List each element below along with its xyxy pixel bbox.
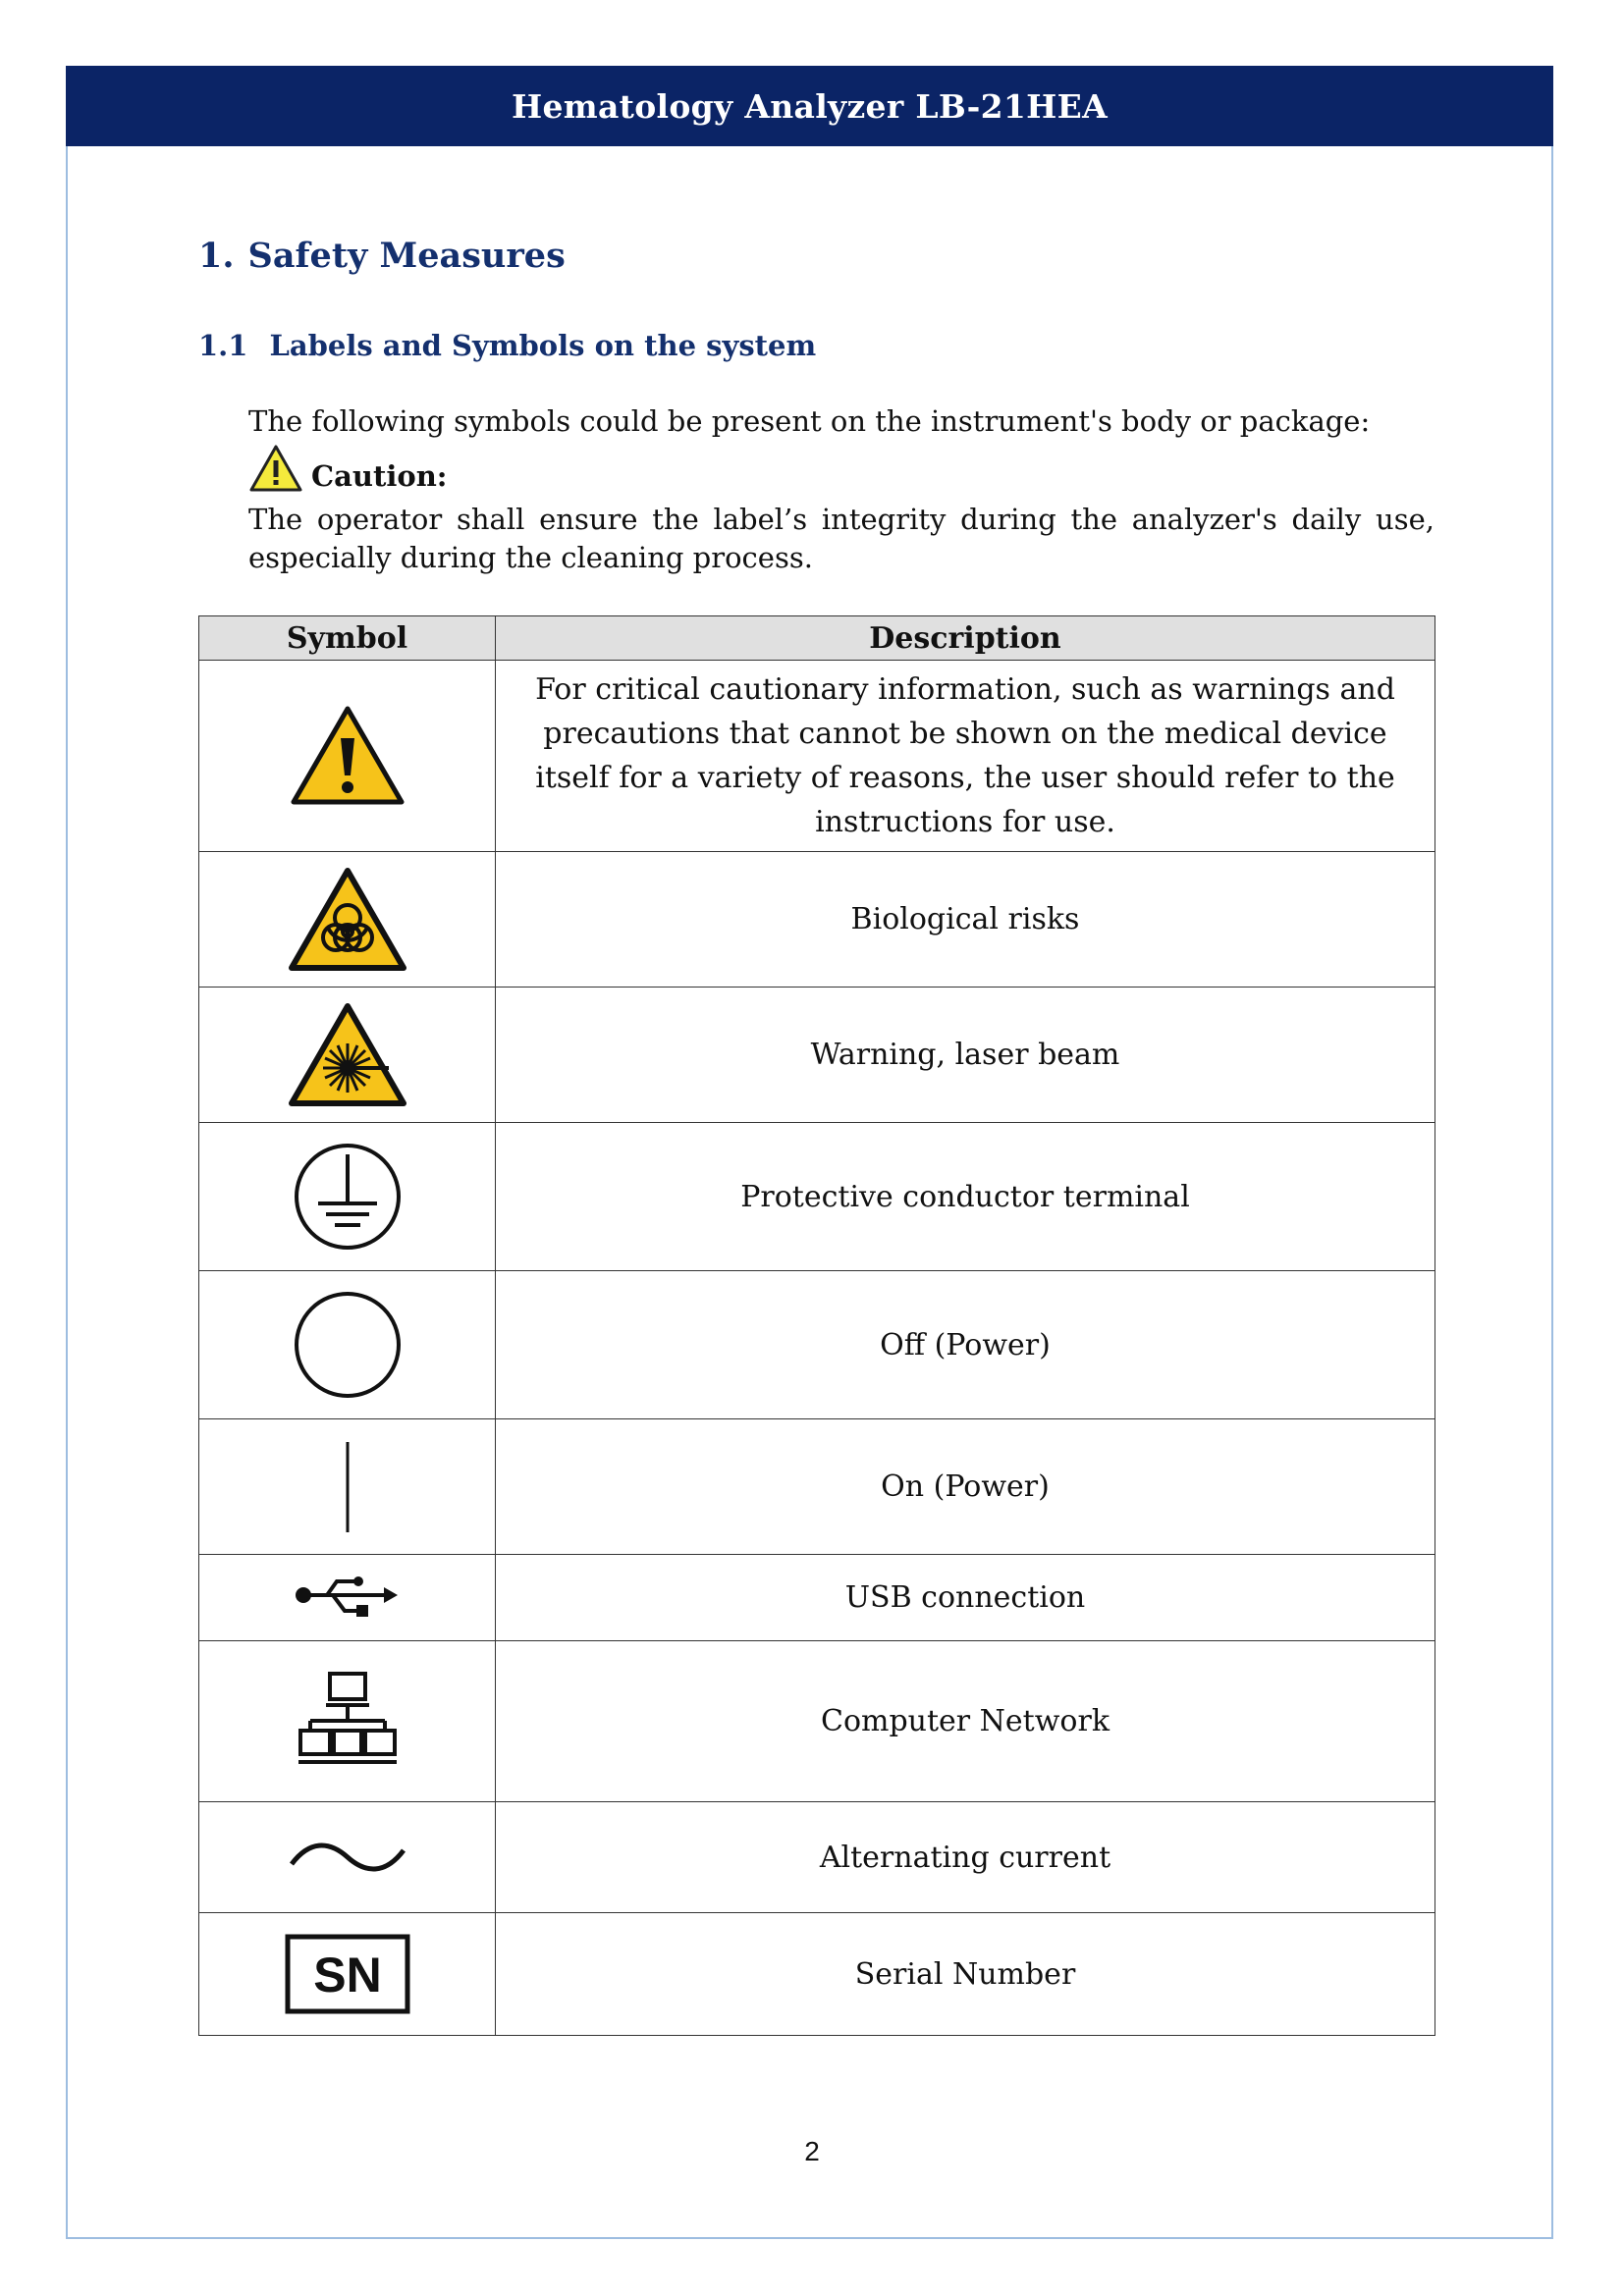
column-header-description: Description xyxy=(496,616,1435,661)
symbol-cell xyxy=(199,1419,496,1555)
symbol-cell xyxy=(199,1123,496,1271)
description-cell: Computer Network xyxy=(496,1641,1435,1802)
column-header-symbol: Symbol xyxy=(199,616,496,661)
table-row xyxy=(199,988,1435,1123)
symbol-cell xyxy=(199,1271,496,1419)
section-number: 1. xyxy=(198,236,235,276)
table-row xyxy=(199,1271,1435,1419)
table-row xyxy=(199,1802,1435,1913)
symbol-cell xyxy=(199,988,496,1123)
warning-triangle-icon xyxy=(290,705,406,807)
symbols-table xyxy=(198,615,1435,2036)
description-cell: Biological risks xyxy=(496,852,1435,988)
subsection-number: 1.1 xyxy=(198,329,248,362)
table-row xyxy=(199,1641,1435,1802)
caution-text: The operator shall ensure the label’s integrity during the analyzer's daily use, especially during the cleaning process. xyxy=(248,503,1435,574)
table-row xyxy=(199,1913,1435,2036)
caution-label: Caution: xyxy=(311,459,448,493)
caution-heading xyxy=(248,444,448,493)
alternating-current-icon xyxy=(288,1835,407,1880)
description-cell: Off (Power) xyxy=(496,1271,1435,1419)
symbol-cell xyxy=(199,1641,496,1802)
document-title: Hematology Analyzer LB-21HEA xyxy=(512,86,1108,126)
table-row xyxy=(199,661,1435,852)
svg-text:SN: SN xyxy=(312,1948,382,2002)
section-heading xyxy=(198,236,566,276)
laser-warning-icon xyxy=(287,1002,408,1108)
subsection-heading xyxy=(198,329,816,362)
table-row xyxy=(199,1555,1435,1641)
symbol-cell xyxy=(199,1913,496,2036)
table-row xyxy=(199,1419,1435,1555)
symbol-cell xyxy=(199,852,496,988)
subsection-title: Labels and Symbols on the system xyxy=(269,329,817,362)
description-cell: For critical cautionary information, such as warnings and precautions that cannot be shown on the medical device itself for a variety of reasons, the user should refer to the instructions for use. xyxy=(496,661,1435,852)
power-off-icon xyxy=(292,1289,404,1401)
caution-triangle-icon xyxy=(248,444,303,493)
symbol-cell xyxy=(199,1802,496,1913)
description-cell: Serial Number xyxy=(496,1913,1435,2036)
protective-earth-icon xyxy=(292,1141,404,1253)
intro-text: The following symbols could be present on the instrument's body or package: xyxy=(248,404,1371,438)
description-cell: On (Power) xyxy=(496,1419,1435,1555)
table-row xyxy=(199,1123,1435,1271)
biohazard-icon xyxy=(287,867,408,973)
document-header xyxy=(66,66,1553,146)
serial-number-icon xyxy=(285,1934,410,2014)
description-cell: Alternating current xyxy=(496,1802,1435,1913)
description-cell: Warning, laser beam xyxy=(496,988,1435,1123)
usb-icon xyxy=(294,1574,402,1623)
page-number: 2 xyxy=(804,2136,820,2166)
description-cell: Protective conductor terminal xyxy=(496,1123,1435,1271)
description-cell: USB connection xyxy=(496,1555,1435,1641)
computer-network-icon xyxy=(297,1670,399,1774)
table-header-row xyxy=(199,616,1435,661)
power-on-icon xyxy=(343,1440,352,1534)
section-title: Safety Measures xyxy=(247,236,566,276)
symbol-cell xyxy=(199,1555,496,1641)
symbol-cell xyxy=(199,661,496,852)
table-row xyxy=(199,852,1435,988)
